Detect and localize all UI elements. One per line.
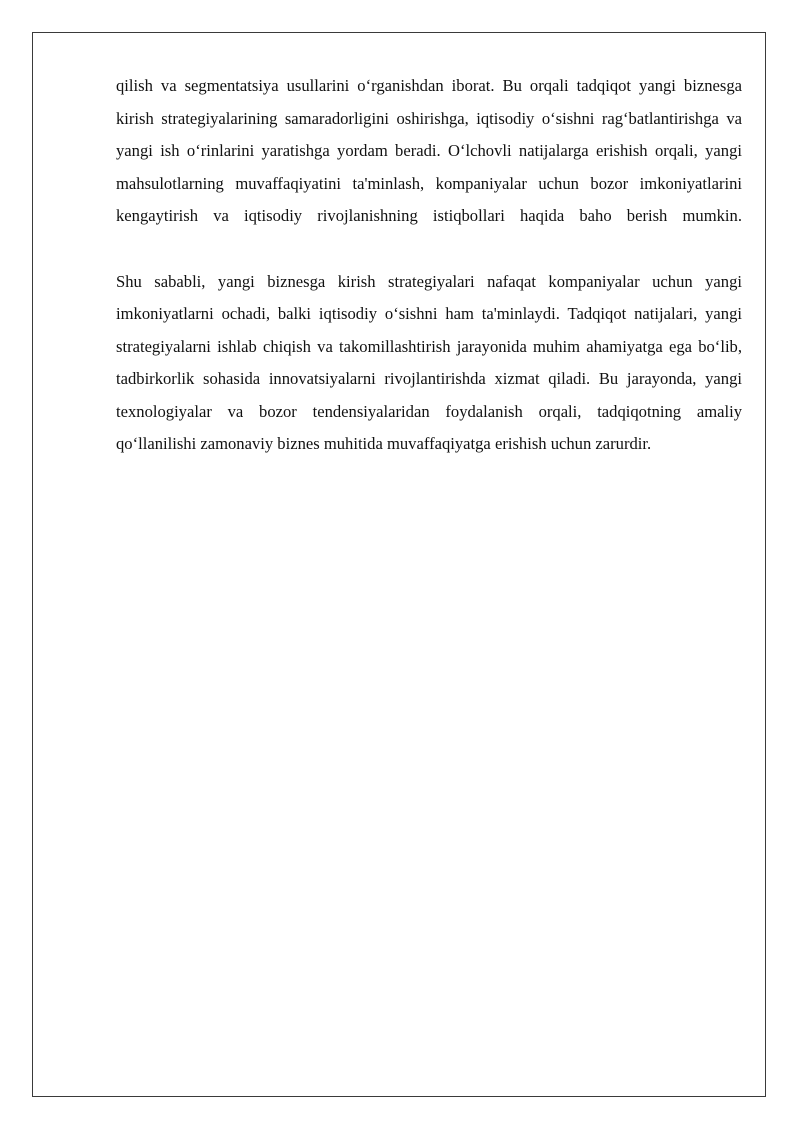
paragraph-1: qilish va segmentatsiya usullarini o‘rganishdan iborat. Bu orqali tadqiqot yangi biznesga kirish strategiyalarining samaradorligini oshirishga, iqtisodiy o‘sishni rag‘batlantirishga va yangi ish o‘rinlarini yaratishga yordam beradi. O‘lchovli natijalarga erishish orqali, yangi mahsulotlarning muvaffaqiyatini ta'minlash, kompaniyalar uchun bozor imkoniyatlarini kengaytirish va iqtisodiy rivojlanishning istiqbollari haqida baho berish mumkin. <box>116 76 742 225</box>
document-body <box>116 70 742 461</box>
paragraph-2: Shu sababli, yangi biznesga kirish strategiyalari nafaqat kompaniyalar uchun yangi imkoniyatlarni ochadi, balki iqtisodiy o‘sishni ham ta'minlaydi. Tadqiqot natijalari, yangi strategiyalarni ishlab chiqish va takomillashtirish jarayonida muhim ahamiyatga ega bo‘lib, tadbirkorlik sohasida innovatsiyalarni rivojlantirishda xizmat qiladi. Bu jarayonda, yangi texnologiyalar va bozor tendensiyalaridan foydalanish orqali, tadqiqotning amaliy qo‘llanilishi zamonaviy biznes muhitida muvaffaqiyatga erishish uchun zarurdir. <box>116 271 742 453</box>
